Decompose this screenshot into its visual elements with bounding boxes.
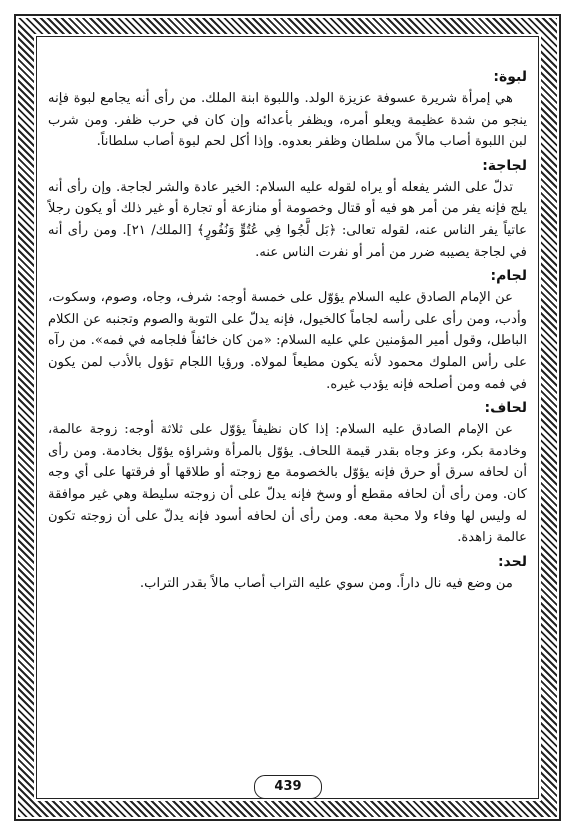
entry-heading: لجاجة: [482,157,527,174]
entry-paragraph: من وضع فيه نال داراً. ومن سوي عليه التراب أصاب مالاً بقدر التراب. [139,575,513,591]
entry-paragraph: تدلّ على الشر يفعله أو يراه لقوله عليه السلام: الخير عادة والشر لجاجة. وإن رأى أنه يلج فإنه يفر من أمر هو فيه أو قتال وخصومة أو منازعة أو تجارة أو غير ذلك أو يكون رجلاً عاتياً يفر الناس عنه، لقوله تعالى: ﴿بَل لَّجُوا فِي عُتُوٍّ وَنُفُورٍ﴾ [الملك/ ٢١]. ومن رأى أنه في لجاجة يصيبه ضرر من أمر أو نفرت الناس عنه. [48,179,527,260]
page-content [48,64,527,784]
entry-lajaja [48,155,527,263]
entry-heading: لبوة: [493,69,527,85]
entry-paragraph: عن الإمام الصادق عليه السلام يؤوّل على خمسة أوجه: شرف، وجاه، وصوم، وسكوت، وأدب، ومن رأى على رأسه لجاماً كالخيول، فإنه يدلّ على التوبة والصوم وتجنبه عن الكلام الباطل، وقول أمير المؤمنين علي عليه السلام: «من كان خائفاً فلجامه في فمه». من رآه على رأس الملوك محمود لأنه يكون مطيعاً لمولاه. ورؤيا اللجام تؤول بالأدب لمن يكون في فمه ومن أصلحه فإنه يؤدب غيره. [48,290,527,392]
entry-heading: لحاف: [484,400,527,417]
entry-lahd [48,551,527,595]
entry-labwa [48,66,527,153]
page-number: 439 [254,775,322,799]
entry-lihaf [48,397,527,549]
entry-paragraph: هي إمرأة شريرة عسوفة عزيزة الولد. واللبوة ابنة الملك. من رأى أنه يجامع لبوة فإنه ينجو من شدة عظيمة ويعلو أمره، ويظفر بأعدائه وإن كان في حرب ظفر. ومن شرب لبن اللبوة أصاب مالاً من سلطان وظفر بعدوه. وإذا أكل لحم لبوة أصاب سلطاناً. [48,91,527,150]
entry-lijam [48,265,527,395]
entry-heading: لجام: [490,268,527,285]
entry-heading: لحد: [497,553,527,570]
entry-paragraph: عن الإمام الصادق عليه السلام: إذا كان نظيفاً يؤوّل على ثلاثة أوجه: زوجة عالمة، وخادمة بكر، وعز وجاه بقدر قيمة اللحاف. يؤوّل بالمرأة وشراؤه يؤوّل بخادمة. ومن رأى أن لحافه سرق أو حرق فإنه يؤوّل بالخصومة مع زوجته أو طلاقها أو فرقتها على أي وجه كان. ومن رأى أن لحافه مقطع أو وسخ فإنه يدلّ على أن زوجته سليطة وهي غير موافقة له وليس لها وفاء ولا محبة معه. ومن رأى أن لحافه أسود فإنه يدلّ على أن زوجته تكون عالمة زاهدة. [48,422,527,546]
